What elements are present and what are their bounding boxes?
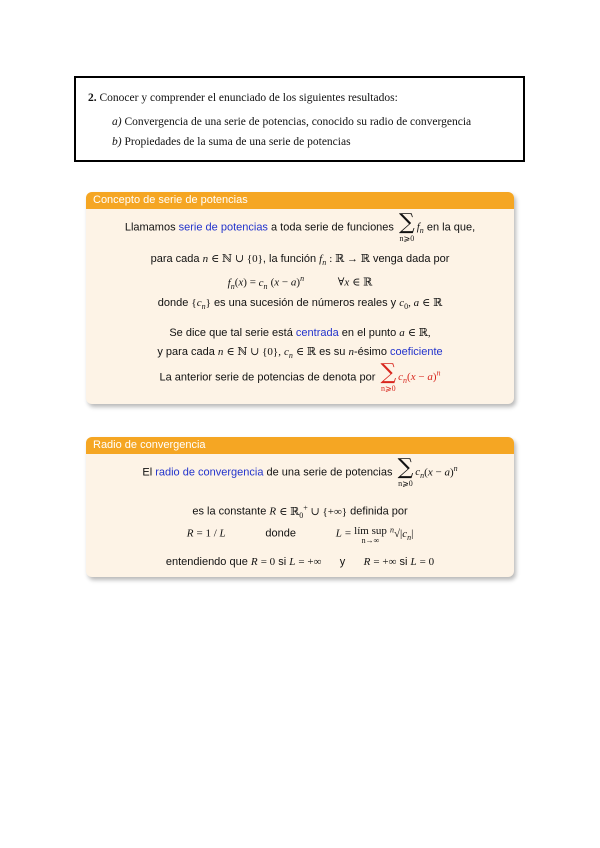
block2-formula: R = 1 / L donde L = lím sup n→∞ $^n√|c_n|$	[186, 525, 414, 545]
block2-line-1: El radio de convergencia de una serie de potencias ∑ n⩾0 $c_n(x - a)^n$	[142, 455, 458, 488]
block1-line-2: para cada n ∈ ℕ ∪ {0}, la función $f_n$ : ℝ → ℝ venga dada por	[150, 253, 450, 268]
objective-item-a: a) Convergencia de una serie de potencias, conocido su radio de convergencia	[112, 116, 472, 128]
term-coeficiente: coeficiente	[390, 346, 443, 358]
definition-block-radius	[86, 437, 514, 577]
objective-intro: 2. Conocer y comprender el enunciado de los siguientes resultados:	[88, 92, 398, 104]
sum-symbol: ∑ n⩾0	[380, 360, 397, 393]
block1-line-5: Se dice que tal serie está centrada en el punto a ∈ ℝ,	[169, 327, 431, 339]
block-title: Radio de convergencia	[86, 437, 514, 454]
block-title: Concepto de serie de potencias	[86, 192, 514, 209]
objective-item-b: b) Propiedades de la suma de una serie de potencias	[112, 136, 351, 148]
block2-line-4: entendiendo que R = 0 si L = +∞ y R = +∞ si L = 0	[165, 556, 435, 568]
block1-line-7: La anterior serie de potencias de denota por ∑ n⩾0 $c_n(x - a)^n$	[159, 360, 441, 393]
sum-symbol: ∑ n⩾0	[398, 210, 415, 243]
block2-line-2: es la constante R ∈ ℝ$_0$+ ∪ {+∞} definida por	[192, 503, 408, 520]
term-centrada: centrada	[295, 327, 339, 339]
block1-line-6: y para cada n ∈ ℕ ∪ {0}, $c_n$ ∈ ℝ es su n-ésimo coeficiente	[157, 346, 443, 361]
block1-line-1: Llamamos serie de potencias a toda serie de funciones ∑ n⩾0 $f_n$ en la que,	[124, 210, 476, 243]
objective-number: 2.	[88, 92, 97, 104]
sum-symbol: ∑ n⩾0	[397, 455, 414, 488]
term-serie-de-potencias: serie de potencias	[178, 221, 268, 234]
block1-formula: $f_n(x) = c_n$ $(x - a)^n$ ∀x ∈ ℝ	[227, 274, 373, 291]
block1-line-4: donde $\{c_n\}$ es una sucesión de números reales y $c_0$, a ∈ ℝ	[157, 297, 443, 312]
term-radio-de-convergencia: radio de convergencia	[155, 466, 264, 479]
definition-block-power-series	[86, 192, 514, 404]
objectives-box	[74, 76, 525, 162]
